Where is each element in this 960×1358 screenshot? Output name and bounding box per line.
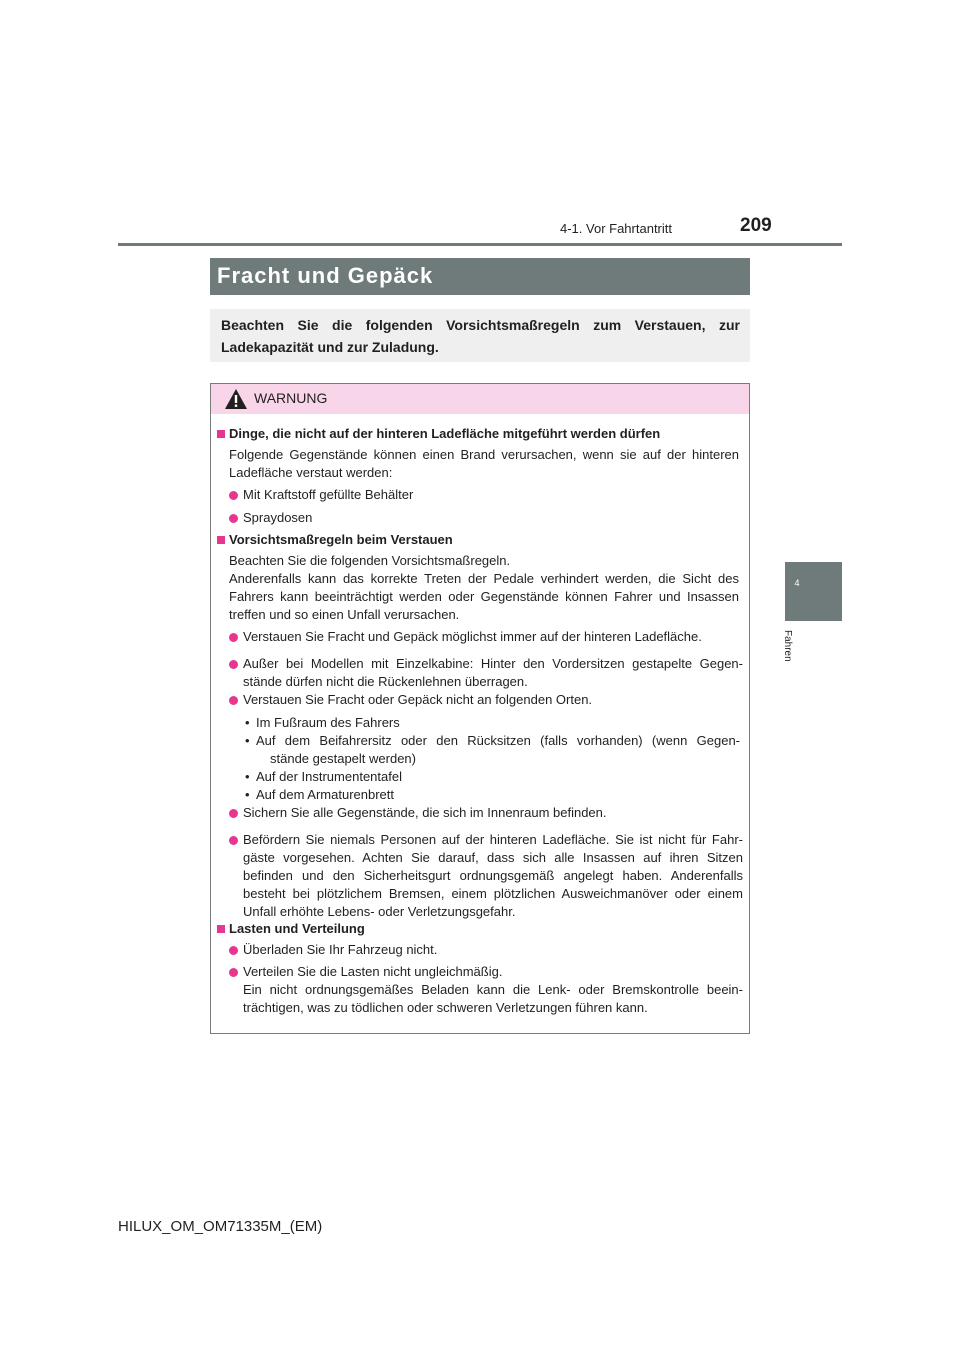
warning-text-line: Ladefläche verstaut werden:	[229, 465, 393, 480]
warning-text-line: Fahrers kann beeinträchtigt werden oder Gegenstände können Fahrer und Insassen	[229, 589, 739, 604]
warning-sub-item: Auf der Instrumententafel	[256, 769, 402, 784]
warning-list-item: Überladen Sie Ihr Fahrzeug nicht.	[243, 942, 438, 957]
warning-list-item: Verteilen Sie die Lasten nicht ungleichmäßig.	[243, 964, 503, 979]
bullet-dot-icon	[229, 660, 238, 669]
sub-bullet-icon: •	[245, 715, 250, 730]
chapter-heading: 4-1. Vor Fahrtantritt	[560, 221, 672, 236]
warning-list-item: Verstauen Sie Fracht oder Gepäck nicht an folgenden Orten.	[243, 692, 593, 707]
chapter-side-tab	[785, 562, 842, 621]
warning-section-heading: Vorsichtsmaßregeln beim Verstauen	[229, 532, 453, 547]
warning-sub-item-cont: stände gestapelt werden)	[270, 751, 416, 766]
header-rule	[118, 243, 842, 246]
warning-list-item: Verstauen Sie Fracht und Gepäck möglichst immer auf der hinteren Ladefläche.	[243, 629, 702, 644]
section-title: Fracht und Gepäck	[217, 263, 434, 288]
warning-list-item-cont: besteht bei plötzlichem Bremsen, einem plötzlichen Ausweichmanöver oder einem	[243, 886, 743, 901]
warning-list-item: Befördern Sie niemals Personen auf der hinteren Ladefläche. Sie ist nicht für Fahr-	[243, 832, 743, 847]
section-marker-icon	[217, 430, 225, 438]
bullet-dot-icon	[229, 696, 238, 705]
warning-text-line: treffen und so einen Unfall verursachen.	[229, 607, 460, 622]
warning-label: WARNUNG	[254, 390, 328, 406]
warning-section-heading: Lasten und Verteilung	[229, 921, 365, 936]
sub-bullet-icon: •	[245, 769, 250, 784]
warning-list-item: Spraydosen	[243, 510, 313, 525]
section-marker-icon	[217, 925, 225, 933]
warning-list-item-cont: Ein nicht ordnungsgemäßes Beladen kann die Lenk- oder Bremskontrolle beein-	[243, 982, 743, 997]
warning-triangle-icon	[224, 388, 248, 410]
bullet-dot-icon	[229, 809, 238, 818]
warning-list-item-cont: stände dürfen nicht die Rückenlehnen überragen.	[243, 674, 528, 689]
bullet-dot-icon	[229, 514, 238, 523]
page-number: 209	[740, 215, 772, 236]
warning-list-item: Sichern Sie alle Gegenstände, die sich im Innenraum befinden.	[243, 805, 607, 820]
bullet-dot-icon	[229, 491, 238, 500]
warning-text-line: Folgende Gegenstände können einen Brand verursachen, wenn sie auf der hinteren	[229, 447, 739, 462]
document-code: HILUX_OM_OM71335M_(EM)	[118, 1218, 323, 1235]
warning-sub-item: Auf dem Beifahrersitz oder den Rücksitzen (falls vorhanden) (wenn Gegen-	[256, 733, 740, 748]
warning-list-item: Außer bei Modellen mit Einzelkabine: Hinter den Vordersitzen gestapelte Gegen-	[243, 656, 743, 671]
bullet-dot-icon	[229, 633, 238, 642]
bullet-dot-icon	[229, 946, 238, 955]
intro-text: Beachten Sie die folgenden Vorsichtsmaßregeln zum Verstauen, zur Ladekapazität und zur Zuladung.	[221, 317, 740, 355]
warning-text-line: Anderenfalls kann das korrekte Treten der Pedale verhindert werden, die Sicht des	[229, 571, 739, 586]
warning-sub-item: Auf dem Armaturenbrett	[256, 787, 395, 802]
chapter-side-label: Fahren	[782, 630, 793, 662]
sub-bullet-icon: •	[245, 787, 250, 802]
warning-list-item-cont: Unfall erhöhte Lebens- oder Verletzungsgefahr.	[243, 904, 516, 919]
warning-list-item: Mit Kraftstoff gefüllte Behälter	[243, 487, 414, 502]
warning-sub-item: Im Fußraum des Fahrers	[256, 715, 400, 730]
warning-section-heading: Dinge, die nicht auf der hinteren Ladefläche mitgeführt werden dürfen	[229, 426, 661, 441]
sub-bullet-icon: •	[245, 733, 250, 748]
bullet-dot-icon	[229, 836, 238, 845]
warning-list-item-cont: trächtigen, was zu tödlichen oder schweren Verletzungen führen kann.	[243, 1000, 648, 1015]
chapter-side-tab-number: 4	[794, 578, 800, 588]
warning-list-item-cont: gäste vorgesehen. Achten Sie darauf, dass sich alle Insassen auf ihren Sitzen	[243, 850, 743, 865]
section-marker-icon	[217, 536, 225, 544]
warning-list-item-cont: befinden und den Sicherheitsgurt ordnungsgemäß angelegt haben. Anderenfalls	[243, 868, 743, 883]
bullet-dot-icon	[229, 968, 238, 977]
warning-text-line: Beachten Sie die folgenden Vorsichtsmaßregeln.	[229, 553, 511, 568]
